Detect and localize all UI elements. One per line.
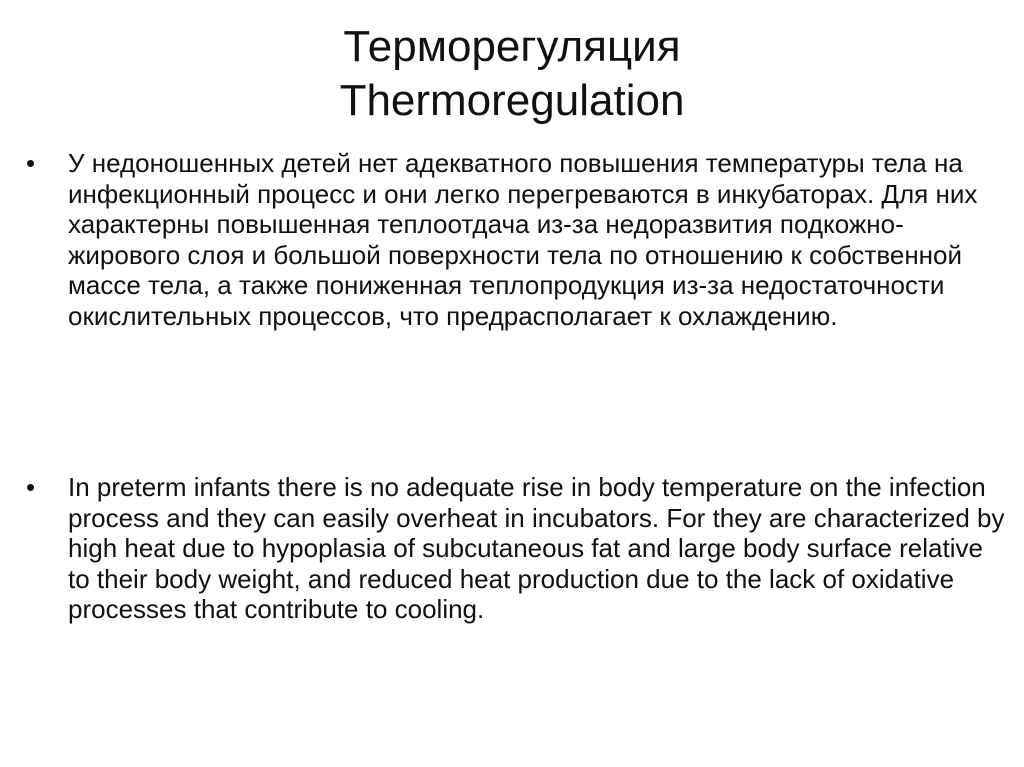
slide-title bbox=[0, 20, 1024, 128]
title-russian: Терморегуляция bbox=[343, 22, 681, 71]
bullet-text: In preterm infants there is no adequate rise in body temperature on the infection process and they can easily overheat in incubators. For they are characterized by high heat due to hypoplasia of subcutaneous fat and large body surface relative to their body weight, and reduced heat production due to the lack of oxidative processes that contribute to cooling. bbox=[68, 472, 1005, 624]
bullet-text: У недоношенных детей нет адекватного повышения температуры тела на инфекционный процесс и они легко перегреваются в инкубаторах. Для них характерны повышенная теплоотдача из-за недоразвития подкожно-жирового слоя и большой поверхности тела по отношению к собственной массе тела, а также пониженная теплопродукция из-за недостаточности окислительных процессов, что предрасполагает к охлаждению. bbox=[68, 148, 978, 331]
bullet-icon: • bbox=[26, 148, 36, 178]
title-english: Thermoregulation bbox=[339, 76, 685, 125]
bullet-icon: • bbox=[26, 472, 36, 502]
